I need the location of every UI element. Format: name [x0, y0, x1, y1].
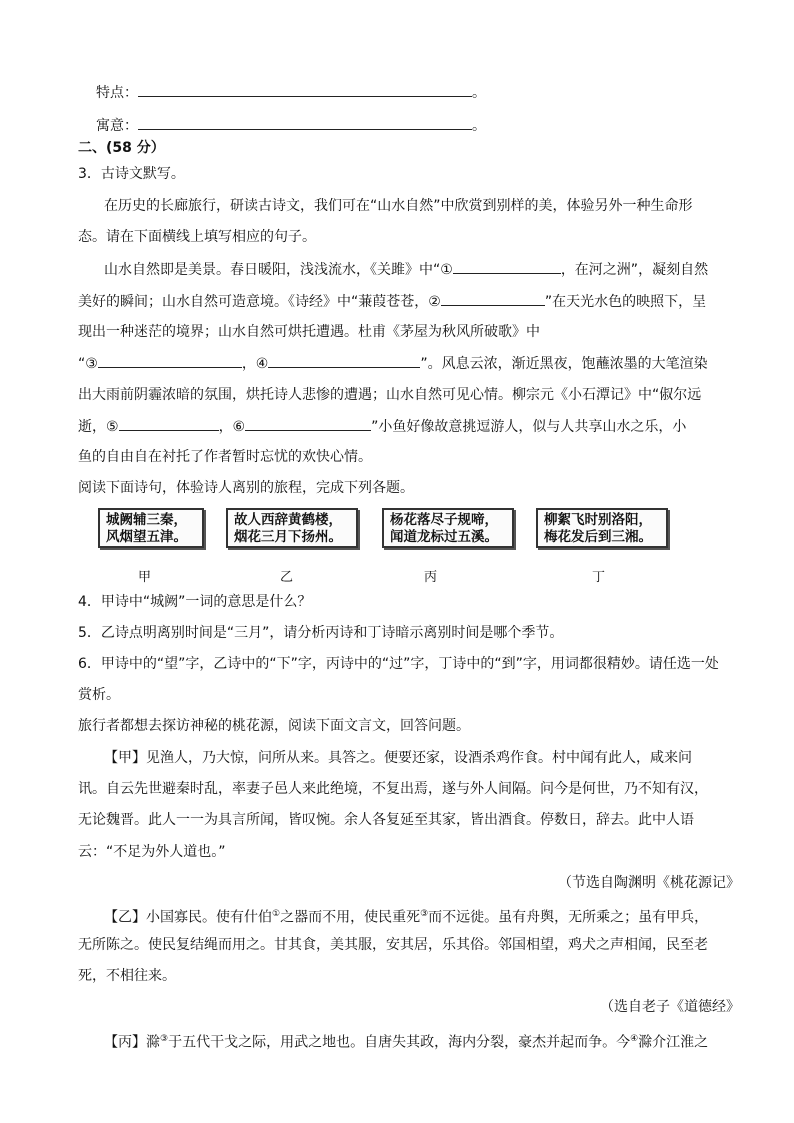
q3-p6-text-b: ，⑥ [218, 419, 246, 435]
q3-p3: 现出一种迷茫的境界；山水自然可烘托遭遇。杜甫《茅屋为秋风所破歌》中 [78, 324, 540, 340]
feature-blank[interactable] [138, 82, 472, 97]
jia-line1: 【甲】见渔人，乃大惊，问所从来。具答之。便要还家，设酒杀鸡作食。村中闻有此人，咸来问 [104, 750, 692, 766]
meaning-label: 寓意： [96, 118, 138, 134]
q3-p2 [78, 291, 706, 312]
poem-bing-line1: 杨花落尽子规啼， [390, 512, 498, 528]
q3-p1-text-b: ，在河之洲”，凝刻自然 [560, 262, 709, 278]
meaning-field [96, 115, 486, 136]
poem-card-ding [536, 508, 668, 548]
yi-line2: 无所陈之。使民复结绳而用之。甘其食，美其服，安其居，乐其俗。邻国相望，鸡犬之声相闻，民至老 [78, 937, 708, 953]
q5: 5．乙诗点明离别时间是“三月”，请分析丙诗和丁诗暗示离别时间是哪个季节。 [78, 625, 564, 641]
yi-line1-text-b: 之器而不用，使民重死 [280, 909, 421, 926]
feature-label: 特点： [96, 85, 138, 101]
blank-5[interactable] [119, 416, 219, 431]
poem-bing-line2: 闻道龙标过五溪。 [390, 529, 498, 545]
poem-ding-line1: 柳絮飞时别洛阳， [544, 512, 652, 528]
poem-yi-line1: 故人西辞黄鹤楼， [234, 512, 342, 528]
q3-title: 3．古诗文默写。 [78, 166, 185, 182]
yi-line1 [104, 904, 708, 928]
poem-intro: 阅读下面诗句，体验诗人离别的旅程，完成下列各题。 [78, 480, 414, 496]
blank-2[interactable] [441, 291, 545, 306]
footnote-marker: ③ [420, 909, 429, 919]
bing-line1-text-a: 【丙】滁 [104, 1034, 160, 1051]
q3-p4-text-b: ，④ [241, 356, 269, 372]
classical-intro: 旅行者都想去探访神秘的桃花源，阅读下面文言文，回答问题。 [78, 718, 470, 734]
poem-card-jia [98, 508, 204, 548]
poem-ding-line2: 梅花发后到三湘。 [544, 529, 652, 545]
q3-intro-2: 态。请在下面横线上填写相应的句子。 [78, 229, 316, 245]
yi-line1-text-a: 【乙】小国寡民。使有什伯 [104, 909, 272, 926]
q3-p6-text-a: 逝，⑤ [78, 419, 119, 435]
poem-yi-line2: 烟花三月下扬州。 [234, 529, 342, 545]
yi-line1-text-c: 而不远徙。虽有舟舆，无所乘之；虽有甲兵， [428, 909, 709, 926]
section2-title: 二、(58 分） [78, 140, 165, 156]
q3-p2-text-a: 美好的瞬间；山水自然可造意境。《诗经》中“蒹葭苍苍，② [78, 294, 441, 310]
q3-p5: 出大雨前阴霾浓暗的氛围，烘托诗人悲惨的遭遇；山水自然可见心情。柳宗元《小石潭记》中“俶尔远 [78, 387, 702, 403]
poem-card-bing [382, 508, 514, 548]
q3-p6 [78, 416, 686, 437]
q3-p7: 鱼的自由自在衬托了作者暂时忘忧的欢快心情。 [78, 449, 372, 465]
feature-field [96, 82, 486, 103]
poem-label-ding: 丁 [592, 570, 606, 585]
footnote-marker: ① [272, 909, 281, 919]
meaning-blank[interactable] [138, 115, 472, 130]
feature-end: 。 [472, 85, 486, 101]
q3-p6-text-c: ”小鱼好像故意挑逗游人，似与人共享山水之乐，小 [371, 419, 687, 435]
q3-p2-text-b: ”在天光水色的映照下，呈 [544, 294, 707, 310]
q3-p4-text-a: “③ [78, 356, 98, 372]
bing-line1 [104, 1029, 708, 1053]
jia-line2: 讯。自云先世避秦时乱，率妻子邑人来此绝境，不复出焉，遂与外人间隔。问今是何世，乃不知有汉， [78, 781, 708, 797]
poem-label-bing: 丙 [424, 570, 438, 585]
bing-line1-text-b: 于五代干戈之际，用武之地也。自唐失其政，海内分裂，豪杰并起而争。今 [168, 1034, 631, 1051]
poem-card-yi [226, 508, 358, 548]
bing-line1-text-c: 滁介江淮之 [638, 1034, 709, 1051]
q6-line1: 6．甲诗中的“望”字，乙诗中的“下”字，丙诗中的“过”字，丁诗中的“到”字，用词都很精妙。请任选一处 [78, 656, 719, 672]
poem-label-yi: 乙 [280, 570, 294, 585]
footnote-marker: ③ [160, 1034, 169, 1044]
footnote-marker: ④ [630, 1034, 639, 1044]
blank-3[interactable] [98, 353, 242, 368]
blank-4[interactable] [268, 353, 420, 368]
q3-p1 [104, 259, 708, 280]
q3-intro-1: 在历史的长廊旅行，研读古诗文，我们可在“山水自然”中欣赏到别样的美，体验另外一种生命形 [104, 198, 693, 214]
q3-p1-text-a: 山水自然即是美景。春日暖阳，浅浅流水，《关雎》中“① [104, 262, 453, 278]
q3-p4 [78, 353, 708, 374]
q3-p4-text-c: ”。风息云浓，渐近黑夜，饱蘸浓墨的大笔渲染 [420, 356, 708, 372]
blank-1[interactable] [453, 259, 561, 274]
jia-source: （节选自陶渊明《桃花源记》 [558, 875, 740, 891]
poem-jia-line2: 风烟望五津。 [106, 529, 187, 545]
meaning-end: 。 [472, 118, 486, 134]
q6-line2: 赏析。 [78, 687, 120, 703]
jia-line3: 无论魏晋。此人一一为具言所闻，皆叹惋。余人各复延至其家，皆出酒食。停数日，辞去。此中人语 [78, 812, 694, 828]
jia-line4: 云：“不足为外人道也。” [78, 844, 226, 860]
yi-line3: 死，不相往来。 [78, 968, 176, 984]
yi-source: （选自老子《道德经》 [600, 999, 740, 1015]
blank-6[interactable] [245, 416, 371, 431]
poem-label-jia: 甲 [138, 570, 152, 585]
poem-jia-line1: 城阙辅三秦， [106, 512, 187, 528]
q4: 4．甲诗中“城阙”一词的意思是什么？ [78, 594, 312, 610]
